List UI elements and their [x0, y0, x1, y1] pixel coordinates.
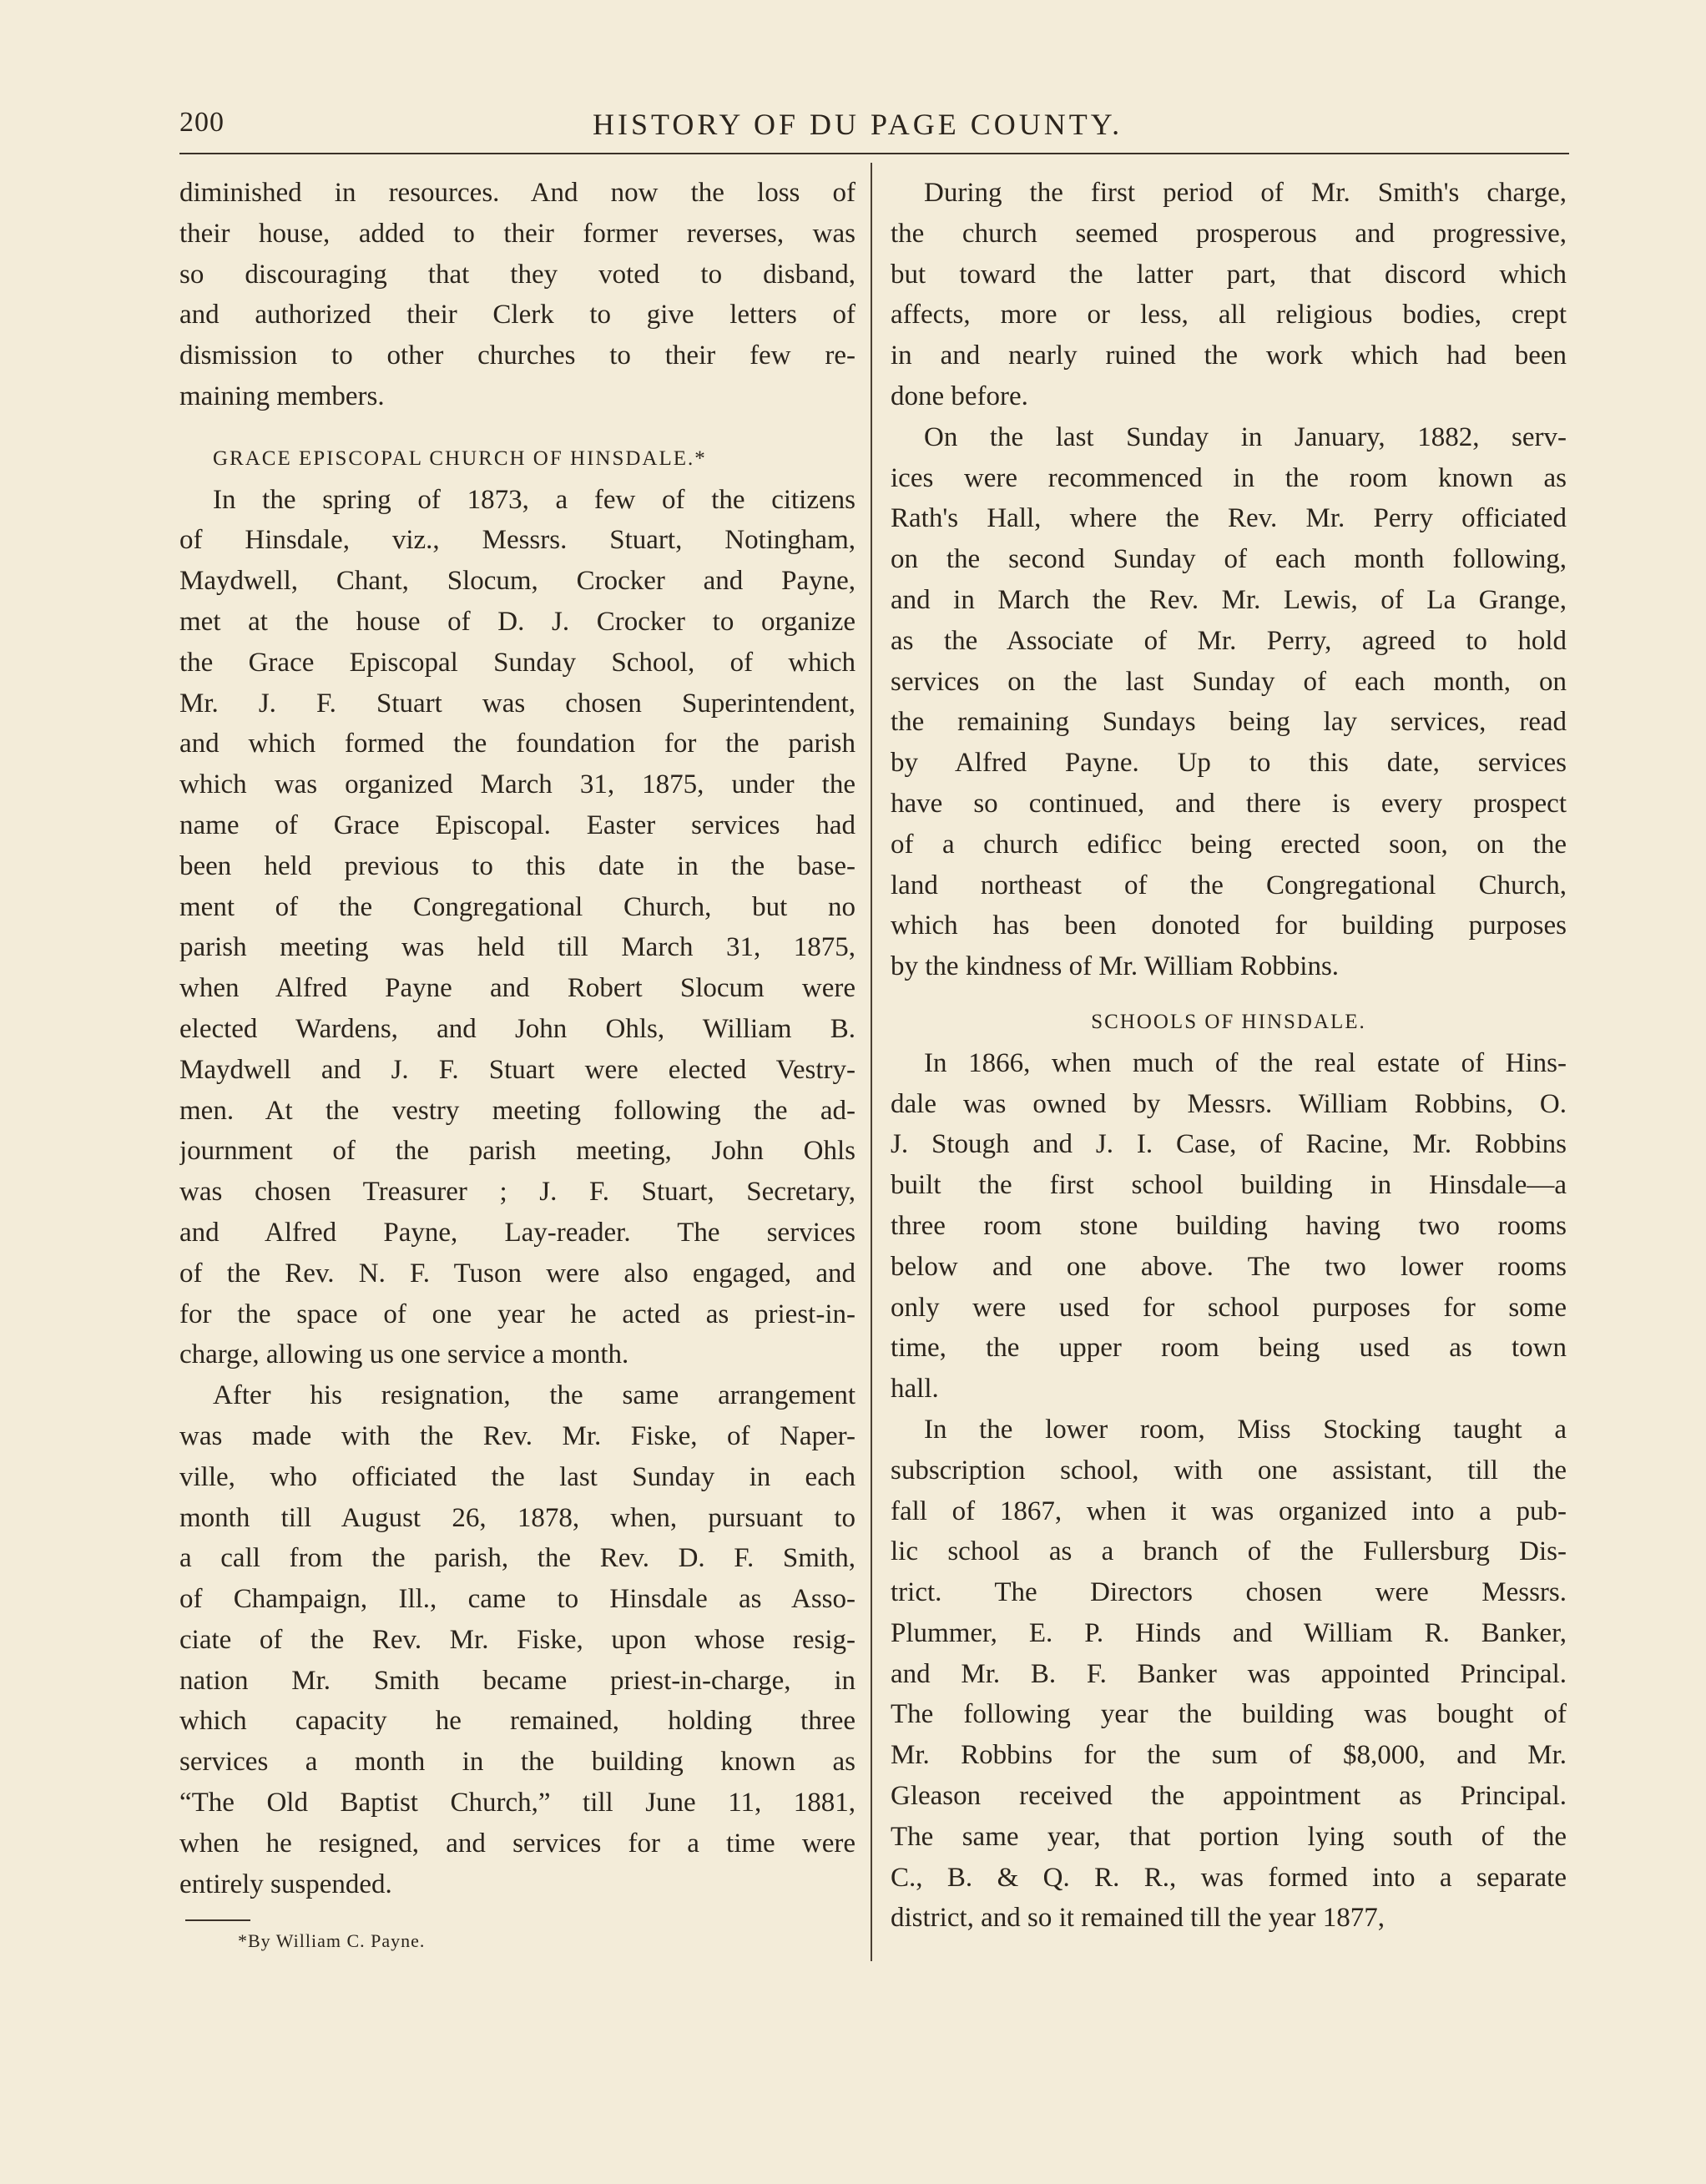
text-line: time, the upper room being used as town — [891, 1333, 1567, 1364]
text-line: fall of 1867, when it was organized into a pub- — [891, 1496, 1567, 1526]
text-line: land northeast of the Congregational Church, — [891, 870, 1567, 900]
text-line: lic school as a branch of the Fullersburg Dis- — [891, 1536, 1567, 1567]
text-line: for the space of one year he acted as priest-in- — [179, 1299, 856, 1329]
left-intro-paragraph — [179, 173, 856, 417]
text-line: In the lower room, Miss Stocking taught a — [924, 1414, 1567, 1445]
text-line: the church seemed prosperous and progressive, — [891, 218, 1567, 249]
page-header — [179, 107, 1569, 145]
text-line: district, and so it remained till the year 1877, — [891, 1903, 1385, 1934]
text-line: Mr. J. F. Stuart was chosen Superintendent, — [179, 688, 856, 719]
text-line: below and one above. The two lower rooms — [891, 1251, 1567, 1282]
text-line: name of Grace Episcopal. Easter services had — [179, 810, 856, 840]
footnote-rule — [185, 1919, 250, 1921]
text-line: Maydwell, Chant, Slocum, Crocker and Payne, — [179, 566, 856, 597]
text-line: ville, who officiated the last Sunday in each — [179, 1461, 856, 1492]
text-line: hall. — [891, 1374, 939, 1405]
text-line: maining members. — [179, 381, 385, 411]
text-line: and Alfred Payne, Lay-reader. The services — [179, 1217, 856, 1248]
text-line: Maydwell and J. F. Stuart were elected Vestry- — [179, 1054, 856, 1085]
text-line: by the kindness of Mr. William Robbins. — [891, 951, 1340, 982]
text-line: done before. — [891, 381, 1028, 411]
grace-paragraph-1 — [179, 480, 856, 1376]
text-line: which was organized March 31, 1875, under the — [179, 769, 856, 800]
text-line: and Mr. B. F. Banker was appointed Principal. — [891, 1658, 1567, 1689]
text-line: of Champaign, Ill., came to Hinsdale as Asso- — [179, 1584, 856, 1615]
text-line: of the Rev. N. F. Tuson were also engaged, and — [179, 1258, 856, 1289]
page-number: 200 — [179, 107, 225, 138]
text-line: Rath's Hall, where the Rev. Mr. Perry officiated — [891, 503, 1567, 534]
text-line: C., B. & Q. R. R., was formed into a separate — [891, 1862, 1567, 1893]
text-line: was made with the Rev. Mr. Fiske, of Naper- — [179, 1420, 856, 1451]
text-line: charge, allowing us one service a month. — [179, 1339, 629, 1370]
text-line: In the spring of 1873, a few of the citizens — [213, 484, 856, 515]
text-line: affects, more or less, all religious bodies, crept — [891, 300, 1567, 330]
text-line: nation Mr. Smith became priest-in-charge, in — [179, 1665, 856, 1696]
text-line: services on the last Sunday of each month, on — [891, 666, 1567, 697]
text-line: but toward the latter part, that discord which — [891, 259, 1567, 290]
text-line: services a month in the building known as — [179, 1747, 856, 1778]
text-line: ment of the Congregational Church, but no — [179, 891, 856, 922]
grace-episcopal-heading: GRACE EPISCOPAL CHURCH OF HINSDALE.* — [213, 446, 707, 470]
text-line: and which formed the foundation for the parish — [179, 729, 856, 759]
text-line: men. At the vestry meeting following the ad- — [179, 1095, 856, 1126]
text-line: met at the house of D. J. Crocker to organize — [179, 606, 856, 637]
text-line: month till August 26, 1878, when, pursuant to — [179, 1502, 856, 1533]
text-line: The following year the building was bought of — [891, 1699, 1567, 1730]
text-line: ciate of the Rev. Mr. Fiske, upon whose resig- — [179, 1624, 856, 1655]
text-line: The same year, that portion lying south of the — [891, 1821, 1567, 1852]
grace-paragraph-2 — [179, 1375, 856, 1904]
text-line: which has been donoted for building purposes — [891, 910, 1567, 941]
text-line: by Alfred Payne. Up to this date, services — [891, 748, 1567, 779]
text-line: the remaining Sundays being lay services, read — [891, 707, 1567, 738]
schools-paragraph-2 — [891, 1410, 1567, 1939]
text-line: as the Associate of Mr. Perry, agreed to hold — [891, 625, 1567, 656]
text-line: of Hinsdale, viz., Messrs. Stuart, Notingham, — [179, 525, 856, 556]
footnote: *By William C. Payne. — [238, 1930, 426, 1951]
text-line: and authorized their Clerk to give letters of — [179, 300, 856, 330]
text-line: their house, added to their former reverses, was — [179, 218, 856, 249]
text-line: trict. The Directors chosen were Messrs. — [891, 1577, 1567, 1608]
text-line: diminished in resources. And now the loss of — [179, 178, 856, 208]
text-line: J. Stough and J. I. Case, of Racine, Mr. Robbins — [891, 1129, 1567, 1160]
header-rule — [179, 153, 1569, 154]
text-line: ices were recommenced in the room known as — [891, 462, 1567, 493]
text-line: dale was owned by Messrs. William Robbins, O. — [891, 1088, 1567, 1119]
text-line: dismission to other churches to their few re- — [179, 340, 856, 371]
text-line: Gleason received the appointment as Principal. — [891, 1781, 1567, 1812]
right-paragraph-2 — [891, 417, 1567, 987]
running-title: HISTORY OF DU PAGE COUNTY. — [593, 108, 1123, 141]
text-line: been held previous to this date in the base- — [179, 850, 856, 881]
text-line: journment of the parish meeting, John Ohls — [179, 1136, 856, 1167]
schools-paragraph-1 — [891, 1043, 1567, 1410]
right-column — [891, 173, 1567, 1939]
text-line: On the last Sunday in January, 1882, serv- — [924, 421, 1567, 452]
text-line: Plummer, E. P. Hinds and William R. Banker, — [891, 1617, 1567, 1648]
left-column — [179, 173, 856, 1904]
text-line: in and nearly ruined the work which had been — [891, 340, 1567, 371]
text-line: which capacity he remained, holding three — [179, 1706, 856, 1737]
column-divider — [871, 163, 872, 1961]
text-line: built the first school building in Hinsdale—a — [891, 1170, 1567, 1201]
text-line: of a church edificc being erected soon, on the — [891, 829, 1567, 860]
text-line: subscription school, with one assistant, till the — [891, 1455, 1567, 1485]
text-line: Mr. Robbins for the sum of $8,000, and Mr. — [891, 1740, 1567, 1771]
text-line: was chosen Treasurer ; J. F. Stuart, Secretary, — [179, 1177, 856, 1208]
right-paragraph-1 — [891, 173, 1567, 417]
text-line: “The Old Baptist Church,” till June 11, 1881, — [179, 1788, 856, 1818]
text-line: only were used for school purposes for some — [891, 1292, 1567, 1323]
schools-heading: SCHOOLS OF HINSDALE. — [1091, 1010, 1366, 1033]
text-line: After his resignation, the same arrangement — [213, 1380, 856, 1411]
text-line: on the second Sunday of each month following, — [891, 544, 1567, 575]
text-line: During the first period of Mr. Smith's charge, — [924, 178, 1567, 208]
text-line: parish meeting was held till March 31, 1875, — [179, 932, 856, 963]
text-line: have so continued, and there is every prospect — [891, 788, 1567, 819]
text-line: and in March the Rev. Mr. Lewis, of La Grange, — [891, 584, 1567, 615]
text-line: three room stone building having two rooms — [891, 1210, 1567, 1241]
text-line: when he resigned, and services for a time were — [179, 1828, 856, 1859]
text-line: so discouraging that they voted to disband, — [179, 259, 856, 290]
text-line: In 1866, when much of the real estate of Hins- — [924, 1047, 1567, 1078]
text-line: when Alfred Payne and Robert Slocum were — [179, 973, 856, 1004]
text-line: a call from the parish, the Rev. D. F. Smith, — [179, 1543, 856, 1574]
text-line: elected Wardens, and John Ohls, William B. — [179, 1013, 856, 1044]
text-line: the Grace Episcopal Sunday School, of which — [179, 647, 856, 678]
text-line: entirely suspended. — [179, 1869, 392, 1899]
